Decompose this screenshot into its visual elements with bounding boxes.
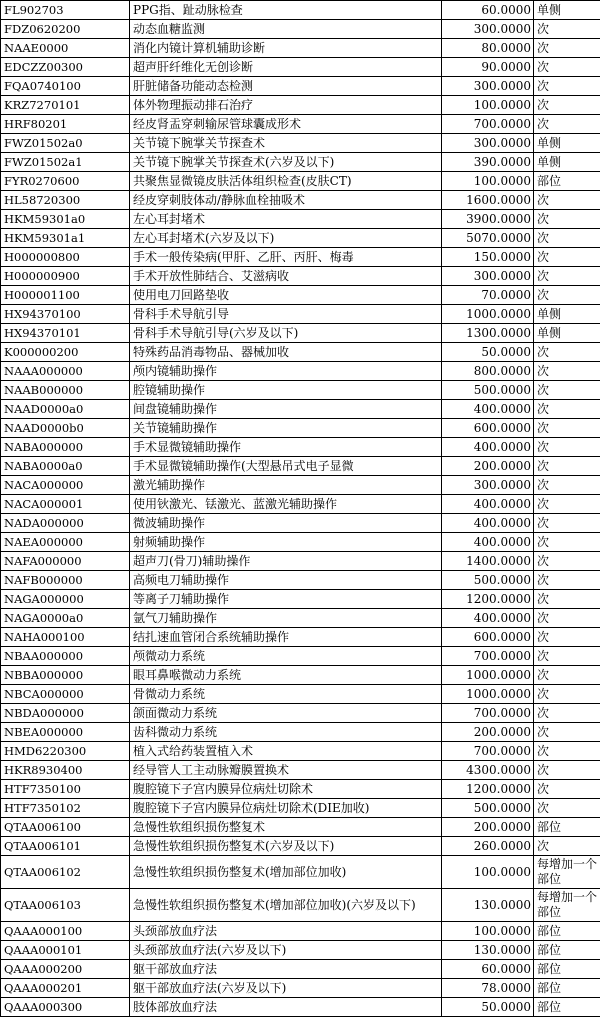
item-code-cell: NADA000000 <box>1 514 130 533</box>
item-unit-cell: 次 <box>534 438 600 457</box>
item-name-cell: 动态血糖监测 <box>130 20 442 39</box>
table-row <box>1 191 600 210</box>
item-price-cell: 4300.0000 <box>442 761 534 780</box>
item-code-cell: NABA000000 <box>1 438 130 457</box>
item-name-cell: 骨微动力系统 <box>130 685 442 704</box>
item-price-cell: 130.0000 <box>442 889 534 922</box>
item-code-cell: EDCZZ00300 <box>1 58 130 77</box>
item-name-cell: 颅内镜辅助操作 <box>130 362 442 381</box>
item-name-cell: 经皮穿刺肢体动/静脉血栓抽吸术 <box>130 191 442 210</box>
item-code-cell: HL58720300 <box>1 191 130 210</box>
table-row <box>1 780 600 799</box>
table-row <box>1 495 600 514</box>
item-price-cell: 500.0000 <box>442 381 534 400</box>
item-price-cell: 700.0000 <box>442 704 534 723</box>
item-name-cell: 手术开放性肺结合、艾滋病收 <box>130 267 442 286</box>
item-price-cell: 100.0000 <box>442 922 534 941</box>
item-code-cell: NAHA000100 <box>1 628 130 647</box>
table-row <box>1 172 600 191</box>
item-price-cell: 100.0000 <box>442 856 534 889</box>
item-unit-cell: 次 <box>534 267 600 286</box>
item-name-cell: 体外物理振动排石治疗 <box>130 96 442 115</box>
item-name-cell: 经导管人工主动脉瓣膜置换术 <box>130 761 442 780</box>
item-code-cell: KRZ7270101 <box>1 96 130 115</box>
item-price-cell: 800.0000 <box>442 362 534 381</box>
item-name-cell: 左心耳封堵术 <box>130 210 442 229</box>
table-row <box>1 571 600 590</box>
item-code-cell: NBAA000000 <box>1 647 130 666</box>
item-unit-cell: 次 <box>534 381 600 400</box>
item-unit-cell: 次 <box>534 210 600 229</box>
item-name-cell: 手术一般传染病(甲肝、乙肝、丙肝、梅毒 <box>130 248 442 267</box>
item-name-cell: 关节镜下腕掌关节探查术 <box>130 134 442 153</box>
item-name-cell: PPG指、趾动脉检查 <box>130 1 442 20</box>
item-code-cell: QAAA000101 <box>1 941 130 960</box>
item-price-cell: 200.0000 <box>442 723 534 742</box>
item-code-cell: HMD6220300 <box>1 742 130 761</box>
item-price-cell: 300.0000 <box>442 476 534 495</box>
item-name-cell: 左心耳封堵术(六岁及以下) <box>130 229 442 248</box>
fee-table-body <box>1 1 600 1017</box>
item-price-cell: 1200.0000 <box>442 590 534 609</box>
table-row <box>1 419 600 438</box>
item-code-cell: FQA0740100 <box>1 77 130 96</box>
item-price-cell: 390.0000 <box>442 153 534 172</box>
item-unit-cell: 次 <box>534 533 600 552</box>
item-name-cell: 头颈部放血疗法(六岁及以下) <box>130 941 442 960</box>
item-name-cell: 眼耳鼻喉微动力系统 <box>130 666 442 685</box>
item-name-cell: 腔镜辅助操作 <box>130 381 442 400</box>
item-price-cell: 300.0000 <box>442 134 534 153</box>
item-name-cell: 骨科手术导航引导 <box>130 305 442 324</box>
item-code-cell: HKM59301a0 <box>1 210 130 229</box>
item-name-cell: 超声肝纤维化无创诊断 <box>130 58 442 77</box>
item-code-cell: NAFB000000 <box>1 571 130 590</box>
item-price-cell: 600.0000 <box>442 419 534 438</box>
item-price-cell: 1200.0000 <box>442 780 534 799</box>
item-unit-cell: 单侧 <box>534 134 600 153</box>
item-code-cell: FWZ01502a1 <box>1 153 130 172</box>
item-price-cell: 200.0000 <box>442 457 534 476</box>
item-code-cell: NACA000000 <box>1 476 130 495</box>
item-price-cell: 500.0000 <box>442 799 534 818</box>
item-unit-cell: 次 <box>534 115 600 134</box>
item-price-cell: 70.0000 <box>442 286 534 305</box>
item-code-cell: NAAD0000a0 <box>1 400 130 419</box>
item-unit-cell: 次 <box>534 514 600 533</box>
table-row <box>1 590 600 609</box>
item-name-cell: 射频辅助操作 <box>130 533 442 552</box>
item-unit-cell: 次 <box>534 685 600 704</box>
table-row <box>1 305 600 324</box>
item-price-cell: 1000.0000 <box>442 305 534 324</box>
item-price-cell: 100.0000 <box>442 96 534 115</box>
table-row <box>1 666 600 685</box>
item-name-cell: 微波辅助操作 <box>130 514 442 533</box>
table-row <box>1 552 600 571</box>
table-row <box>1 998 600 1017</box>
table-row <box>1 799 600 818</box>
item-price-cell: 700.0000 <box>442 115 534 134</box>
item-name-cell: 超声刀(骨刀)辅助操作 <box>130 552 442 571</box>
item-code-cell: H000000900 <box>1 267 130 286</box>
item-price-cell: 700.0000 <box>442 742 534 761</box>
item-name-cell: 腹腔镜下子宫内膜异位病灶切除术(DIE加收) <box>130 799 442 818</box>
item-unit-cell: 单侧 <box>534 1 600 20</box>
item-price-cell: 100.0000 <box>442 172 534 191</box>
table-row <box>1 134 600 153</box>
table-row <box>1 922 600 941</box>
item-code-cell: HX94370100 <box>1 305 130 324</box>
item-name-cell: 急慢性软组织损伤整复术(增加部位加收)(六岁及以下) <box>130 889 442 922</box>
table-row <box>1 248 600 267</box>
item-code-cell: NAAE0000 <box>1 39 130 58</box>
item-unit-cell: 次 <box>534 837 600 856</box>
item-price-cell: 400.0000 <box>442 609 534 628</box>
item-code-cell: QTAA006100 <box>1 818 130 837</box>
table-row <box>1 476 600 495</box>
item-price-cell: 1400.0000 <box>442 552 534 571</box>
item-name-cell: 肢体部放血疗法 <box>130 998 442 1017</box>
item-code-cell: NABA0000a0 <box>1 457 130 476</box>
item-code-cell: NBCA000000 <box>1 685 130 704</box>
table-row <box>1 742 600 761</box>
table-row <box>1 941 600 960</box>
item-price-cell: 1300.0000 <box>442 324 534 343</box>
item-unit-cell: 次 <box>534 609 600 628</box>
item-code-cell: QTAA006102 <box>1 856 130 889</box>
item-name-cell: 特殊药品消毒物品、器械加收 <box>130 343 442 362</box>
table-row <box>1 685 600 704</box>
item-unit-cell: 次 <box>534 77 600 96</box>
item-unit-cell: 次 <box>534 362 600 381</box>
item-price-cell: 400.0000 <box>442 533 534 552</box>
item-code-cell: NAGA0000a0 <box>1 609 130 628</box>
item-code-cell: H000001100 <box>1 286 130 305</box>
item-name-cell: 关节镜下腕掌关节探查术(六岁及以下) <box>130 153 442 172</box>
item-code-cell: H000000800 <box>1 248 130 267</box>
item-code-cell: QAAA000100 <box>1 922 130 941</box>
item-price-cell: 300.0000 <box>442 267 534 286</box>
item-code-cell: NACA000001 <box>1 495 130 514</box>
item-unit-cell: 次 <box>534 20 600 39</box>
item-unit-cell: 次 <box>534 666 600 685</box>
item-unit-cell: 次 <box>534 39 600 58</box>
item-name-cell: 骨科手术导航引导(六岁及以下) <box>130 324 442 343</box>
item-code-cell: QAAA000201 <box>1 979 130 998</box>
item-name-cell: 间盘镜辅助操作 <box>130 400 442 419</box>
item-name-cell: 手术显微镜辅助操作 <box>130 438 442 457</box>
item-code-cell: HRF80201 <box>1 115 130 134</box>
item-price-cell: 600.0000 <box>442 628 534 647</box>
table-row <box>1 704 600 723</box>
item-name-cell: 关节镜辅助操作 <box>130 419 442 438</box>
item-unit-cell: 次 <box>534 476 600 495</box>
item-unit-cell: 次 <box>534 799 600 818</box>
item-unit-cell: 部位 <box>534 998 600 1017</box>
item-code-cell: K000000200 <box>1 343 130 362</box>
item-price-cell: 400.0000 <box>442 495 534 514</box>
table-row <box>1 723 600 742</box>
item-name-cell: 腹腔镜下子宫内膜异位病灶切除术 <box>130 780 442 799</box>
table-row <box>1 267 600 286</box>
item-name-cell: 等离子刀辅助操作 <box>130 590 442 609</box>
item-code-cell: NAAA000000 <box>1 362 130 381</box>
item-unit-cell: 每增加一个部位 <box>534 889 600 922</box>
item-price-cell: 3900.0000 <box>442 210 534 229</box>
table-row <box>1 856 600 889</box>
item-name-cell: 颅微动力系统 <box>130 647 442 666</box>
item-code-cell: QTAA006101 <box>1 837 130 856</box>
item-unit-cell: 次 <box>534 704 600 723</box>
item-unit-cell: 次 <box>534 343 600 362</box>
item-price-cell: 200.0000 <box>442 818 534 837</box>
item-unit-cell: 次 <box>534 248 600 267</box>
item-unit-cell: 次 <box>534 191 600 210</box>
item-code-cell: QTAA006103 <box>1 889 130 922</box>
item-unit-cell: 次 <box>534 571 600 590</box>
item-code-cell: NAEA000000 <box>1 533 130 552</box>
item-price-cell: 60.0000 <box>442 960 534 979</box>
item-unit-cell: 次 <box>534 96 600 115</box>
item-price-cell: 260.0000 <box>442 837 534 856</box>
table-row <box>1 77 600 96</box>
table-row <box>1 514 600 533</box>
item-unit-cell: 每增加一个部位 <box>534 856 600 889</box>
item-name-cell: 急慢性软组织损伤整复术 <box>130 818 442 837</box>
item-price-cell: 78.0000 <box>442 979 534 998</box>
item-unit-cell: 部位 <box>534 941 600 960</box>
item-unit-cell: 次 <box>534 780 600 799</box>
item-unit-cell: 次 <box>534 590 600 609</box>
item-code-cell: HKM59301a1 <box>1 229 130 248</box>
item-name-cell: 肝脏储备功能动态检测 <box>130 77 442 96</box>
item-price-cell: 300.0000 <box>442 77 534 96</box>
table-row <box>1 400 600 419</box>
item-code-cell: FL902703 <box>1 1 130 20</box>
table-row <box>1 647 600 666</box>
item-price-cell: 400.0000 <box>442 514 534 533</box>
table-row <box>1 362 600 381</box>
table-row <box>1 889 600 922</box>
item-name-cell: 氩气刀辅助操作 <box>130 609 442 628</box>
item-price-cell: 400.0000 <box>442 438 534 457</box>
table-row <box>1 381 600 400</box>
item-unit-cell: 次 <box>534 400 600 419</box>
table-row <box>1 324 600 343</box>
item-price-cell: 50.0000 <box>442 998 534 1017</box>
table-row <box>1 609 600 628</box>
item-name-cell: 经皮肾盂穿刺输尿管球囊成形术 <box>130 115 442 134</box>
item-unit-cell: 次 <box>534 419 600 438</box>
item-name-cell: 头颈部放血疗法 <box>130 922 442 941</box>
item-code-cell: NBBA000000 <box>1 666 130 685</box>
item-name-cell: 高频电刀辅助操作 <box>130 571 442 590</box>
table-row <box>1 153 600 172</box>
item-price-cell: 1600.0000 <box>442 191 534 210</box>
item-unit-cell: 次 <box>534 742 600 761</box>
item-unit-cell: 部位 <box>534 979 600 998</box>
item-code-cell: NBDA000000 <box>1 704 130 723</box>
table-row <box>1 229 600 248</box>
table-row <box>1 115 600 134</box>
item-price-cell: 400.0000 <box>442 400 534 419</box>
item-code-cell: NAAD0000b0 <box>1 419 130 438</box>
item-name-cell: 躯干部放血疗法(六岁及以下) <box>130 979 442 998</box>
item-name-cell: 齿科微动力系统 <box>130 723 442 742</box>
item-unit-cell: 次 <box>534 58 600 77</box>
item-price-cell: 700.0000 <box>442 647 534 666</box>
item-name-cell: 使用钬激光、铥激光、蓝激光辅助操作 <box>130 495 442 514</box>
table-row <box>1 457 600 476</box>
item-code-cell: FWZ01502a0 <box>1 134 130 153</box>
item-price-cell: 1000.0000 <box>442 666 534 685</box>
item-price-cell: 60.0000 <box>442 1 534 20</box>
table-row <box>1 96 600 115</box>
item-price-cell: 150.0000 <box>442 248 534 267</box>
table-row <box>1 533 600 552</box>
item-code-cell: FYR0270600 <box>1 172 130 191</box>
table-row <box>1 818 600 837</box>
table-row <box>1 286 600 305</box>
item-code-cell: HTF7350102 <box>1 799 130 818</box>
item-code-cell: HKR8930400 <box>1 761 130 780</box>
item-code-cell: NBEA000000 <box>1 723 130 742</box>
item-price-cell: 130.0000 <box>442 941 534 960</box>
item-code-cell: FDZ0620200 <box>1 20 130 39</box>
item-name-cell: 植入式给药装置植入术 <box>130 742 442 761</box>
item-price-cell: 1000.0000 <box>442 685 534 704</box>
table-row <box>1 960 600 979</box>
table-row <box>1 58 600 77</box>
table-row <box>1 979 600 998</box>
item-name-cell: 消化内镜计算机辅助诊断 <box>130 39 442 58</box>
item-price-cell: 90.0000 <box>442 58 534 77</box>
item-unit-cell: 部位 <box>534 818 600 837</box>
item-unit-cell: 次 <box>534 229 600 248</box>
table-row <box>1 628 600 647</box>
item-name-cell: 颌面微动力系统 <box>130 704 442 723</box>
item-price-cell: 50.0000 <box>442 343 534 362</box>
table-row <box>1 39 600 58</box>
item-unit-cell: 次 <box>534 495 600 514</box>
item-unit-cell: 次 <box>534 628 600 647</box>
table-row <box>1 1 600 20</box>
table-row <box>1 438 600 457</box>
item-unit-cell: 次 <box>534 552 600 571</box>
item-name-cell: 结扎速血管闭合系统辅助操作 <box>130 628 442 647</box>
item-name-cell: 激光辅助操作 <box>130 476 442 495</box>
item-unit-cell: 次 <box>534 761 600 780</box>
item-price-cell: 500.0000 <box>442 571 534 590</box>
item-unit-cell: 次 <box>534 286 600 305</box>
item-code-cell: HTF7350100 <box>1 780 130 799</box>
table-row <box>1 837 600 856</box>
item-unit-cell: 次 <box>534 647 600 666</box>
table-row <box>1 343 600 362</box>
item-unit-cell: 单侧 <box>534 305 600 324</box>
item-unit-cell: 部位 <box>534 922 600 941</box>
item-unit-cell: 次 <box>534 723 600 742</box>
item-price-cell: 5070.0000 <box>442 229 534 248</box>
item-code-cell: NAFA000000 <box>1 552 130 571</box>
item-code-cell: QAAA000300 <box>1 998 130 1017</box>
item-code-cell: QAAA000200 <box>1 960 130 979</box>
item-unit-cell: 单侧 <box>534 324 600 343</box>
item-name-cell: 使用电刀回路垫收 <box>130 286 442 305</box>
item-price-cell: 80.0000 <box>442 39 534 58</box>
item-name-cell: 躯干部放血疗法 <box>130 960 442 979</box>
item-code-cell: NAGA000000 <box>1 590 130 609</box>
item-name-cell: 急慢性软组织损伤整复术(增加部位加收) <box>130 856 442 889</box>
item-price-cell: 300.0000 <box>442 20 534 39</box>
item-name-cell: 急慢性软组织损伤整复术(六岁及以下) <box>130 837 442 856</box>
item-unit-cell: 次 <box>534 457 600 476</box>
item-name-cell: 手术显微镜辅助操作(大型悬吊式电子显微 <box>130 457 442 476</box>
item-unit-cell: 部位 <box>534 960 600 979</box>
item-unit-cell: 部位 <box>534 172 600 191</box>
table-row <box>1 761 600 780</box>
item-name-cell: 共聚焦显微镜皮肤活体组织检查(皮肤CT) <box>130 172 442 191</box>
item-code-cell: NAAB000000 <box>1 381 130 400</box>
item-unit-cell: 单侧 <box>534 153 600 172</box>
table-row <box>1 210 600 229</box>
item-code-cell: HX94370101 <box>1 324 130 343</box>
table-row <box>1 20 600 39</box>
